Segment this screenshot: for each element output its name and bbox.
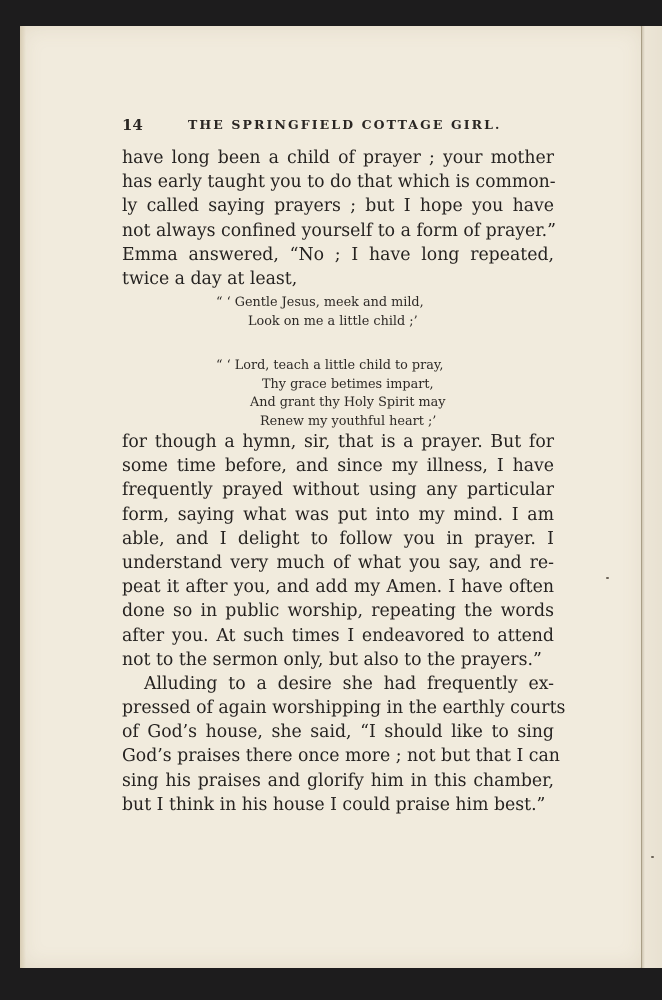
text-line: able, and I delight to follow you in prayer. I xyxy=(122,528,554,549)
running-title: THE SPRINGFIELD COTTAGE GIRL. xyxy=(188,117,502,132)
text-line: twice a day at least, xyxy=(122,268,298,289)
verse-line: “ ‘ Lord, teach a little child to pray, xyxy=(216,358,444,373)
text-line: for though a hymn, sir, that is a prayer. But for xyxy=(122,432,554,452)
text-line: ly called saying prayers ; but I hope you have xyxy=(122,196,554,217)
next-page-edge xyxy=(641,26,662,968)
verse-line: Look on me a little child ;’ xyxy=(248,313,418,329)
verse-2 xyxy=(180,357,520,431)
text-line: sing his praises and glorify him in this chamber, xyxy=(122,770,554,791)
verse-1 xyxy=(180,294,520,331)
verse-line: And grant thy Holy Spirit may xyxy=(250,395,446,410)
text-line: after you. At such times I endeavored to attend xyxy=(122,625,554,646)
text-line: understand very much of what you say, and re- xyxy=(122,552,554,573)
paragraph-2 xyxy=(122,430,566,817)
text-line: pressed of again worshipping in the earthly courts xyxy=(122,698,566,719)
paper-speck xyxy=(606,577,609,579)
text-line: Alluding to a desire she had frequently ex- xyxy=(144,673,554,694)
page-number: 14 xyxy=(122,116,143,134)
text-line: has early taught you to do that which is common- xyxy=(122,172,556,193)
verse-line: “ ‘ Gentle Jesus, meek and mild, xyxy=(216,295,424,310)
text-line: not to the sermon only, but also to the prayers.” xyxy=(122,649,542,670)
text-line: God’s praises there once more ; not but that I can xyxy=(122,746,560,767)
paper-speck xyxy=(651,856,654,858)
text-line: have long been a child of prayer ; your mother xyxy=(122,148,554,168)
text-line: of God’s house, she said, “I should like to sing xyxy=(122,722,554,743)
text-line: form, saying what was put into my mind. I am xyxy=(122,504,554,525)
text-line: frequently prayed without using any particular xyxy=(122,480,554,501)
paragraph-1 xyxy=(122,146,554,291)
text-line: peat it after you, and add my Amen. I have often xyxy=(122,577,554,598)
text-line: not always confined yourself to a form of prayer.” xyxy=(122,220,556,241)
verse-line: Thy grace betimes impart, xyxy=(262,376,434,392)
page-header xyxy=(122,116,532,138)
text-line: some time before, and since my illness, I have xyxy=(122,456,554,477)
text-line: Emma answered, “No ; I have long repeated, xyxy=(122,244,554,265)
text-line: but I think in his house I could praise him best.” xyxy=(122,794,546,815)
verse-line: Renew my youthful heart ;’ xyxy=(260,413,437,429)
text-line: done so in public worship, repeating the words xyxy=(122,601,554,622)
